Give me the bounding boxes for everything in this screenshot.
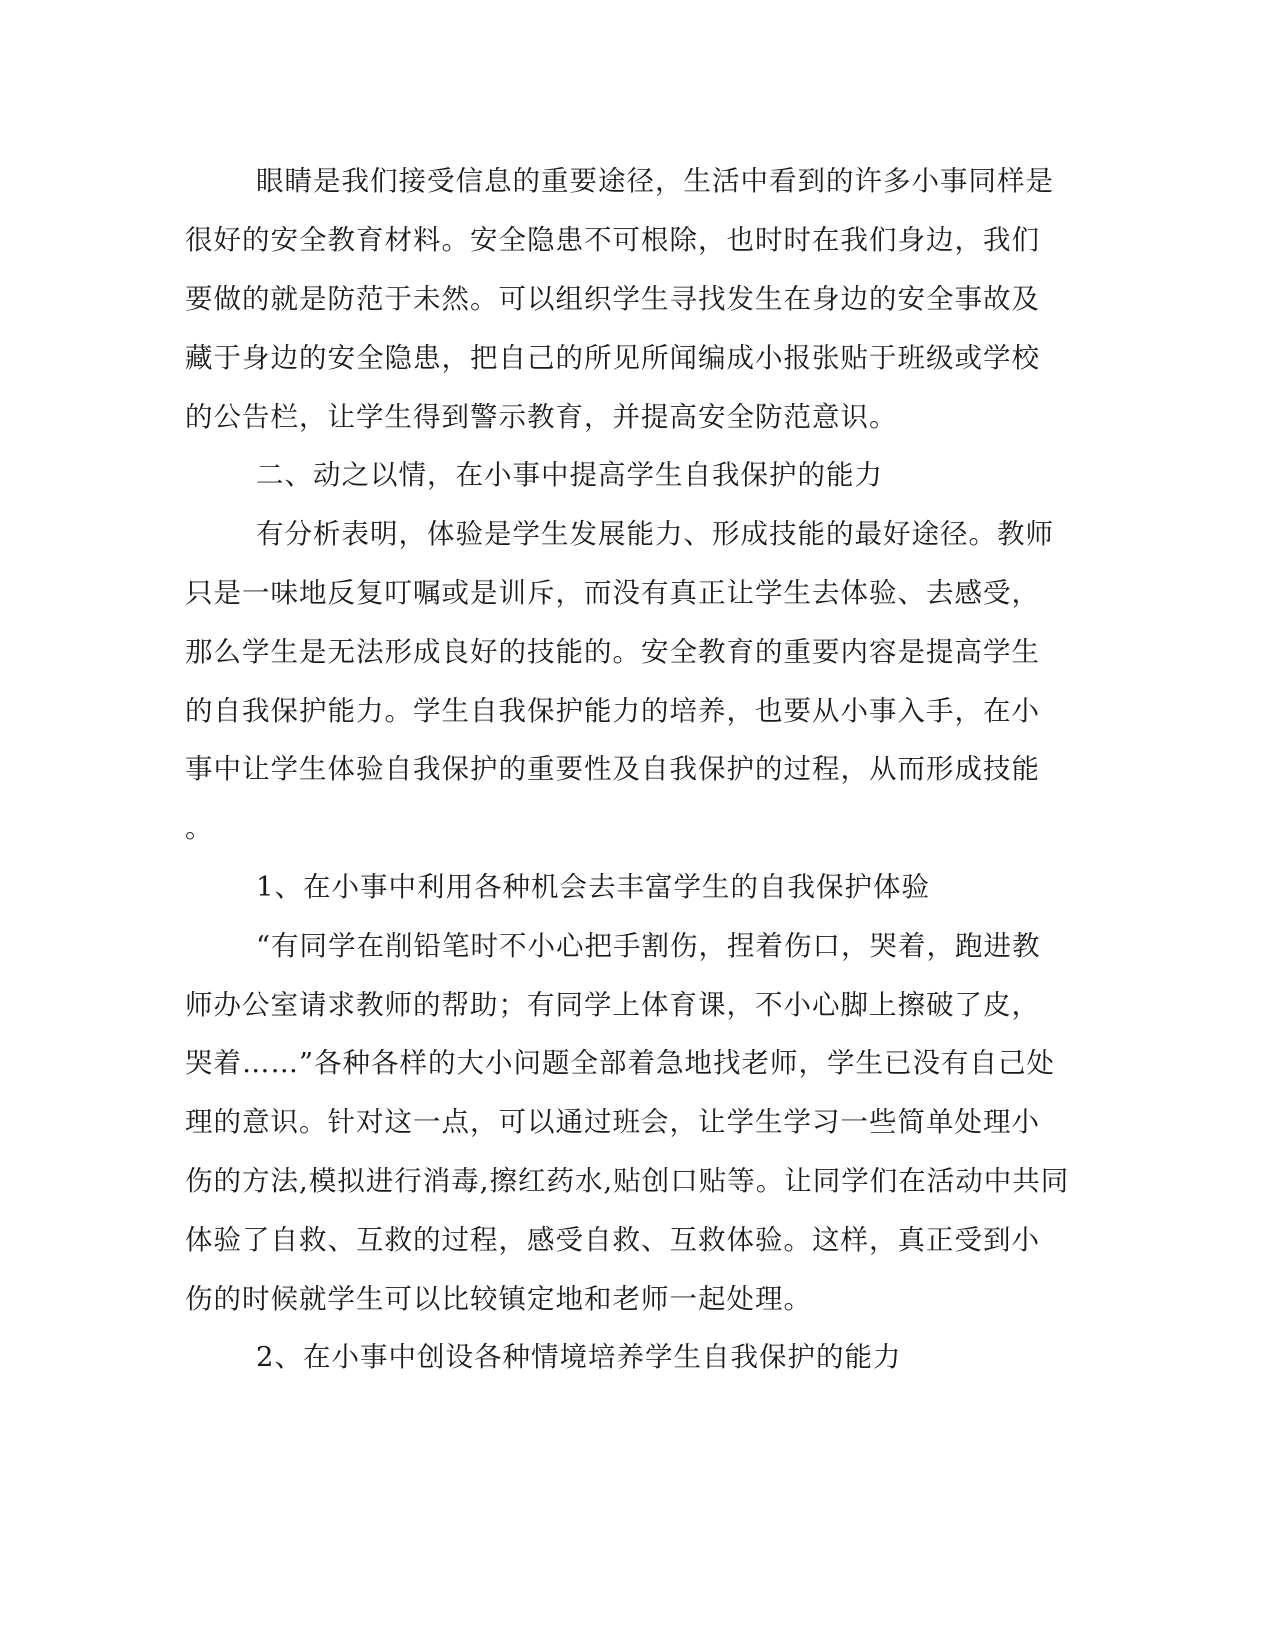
paragraph-line: 。: [185, 812, 214, 844]
paragraph-line: 的公告栏，让学生得到警示教育，并提高安全防范意识。: [185, 401, 898, 433]
paragraph-line: 哭着……”各种各样的大小问题全部着急地找老师，学生已没有自己处: [185, 1047, 1056, 1079]
paragraph-line: 有分析表明，体验是学生发展能力、形成技能的最好途径。教师: [256, 518, 1054, 550]
paragraph-line: 藏于身边的安全隐患，把自己的所见所闻编成小报张贴于班级或学校: [185, 342, 1040, 374]
paragraph-line: 眼睛是我们接受信息的重要途径，生活中看到的许多小事同样是: [256, 165, 1054, 197]
paragraph-line: 的自我保护能力。学生自我保护能力的培养，也要从小事入手，在小: [185, 695, 1040, 727]
paragraph-line: 理的意识。针对这一点，可以通过班会，让学生学习一些简单处理小: [185, 1106, 1040, 1138]
section-heading: 二、动之以情，在小事中提高学生自我保护的能力: [256, 459, 883, 491]
subsection-heading: 2、在小事中创设各种情境培养学生自我保护的能力: [256, 1341, 902, 1373]
paragraph-line: 师办公室请求教师的帮助；有同学上体育课，不小心脚上擦破了皮，: [185, 989, 1040, 1021]
paragraph-line: 伤的时候就学生可以比较镇定地和老师一起处理。: [185, 1283, 812, 1315]
paragraph-line: “有同学在削铅笔时不小心把手割伤，捏着伤口，哭着，跑进教: [256, 930, 1041, 962]
paragraph-line: 只是一味地反复叮嘱或是训斥，而没有真正让学生去体验、去感受，: [185, 577, 1040, 609]
paragraph-line: 很好的安全教育材料。安全隐患不可根除，也时时在我们身边，我们: [185, 224, 1040, 256]
paragraph-line: 事中让学生体验自我保护的重要性及自我保护的过程，从而形成技能: [185, 753, 1040, 785]
paragraph-line: 伤的方法,模拟进行消毒,擦红药水,贴创口贴等。让同学们在活动中共同: [185, 1165, 1070, 1197]
paragraph-line: 要做的就是防范于未然。可以组织学生寻找发生在身边的安全事故及: [185, 283, 1040, 315]
paragraph-line: 体验了自救、互救的过程，感受自救、互救体验。这样，真正受到小: [185, 1224, 1040, 1256]
subsection-heading: 1、在小事中利用各种机会去丰富学生的自我保护体验: [256, 871, 930, 903]
paragraph-line: 那么学生是无法形成良好的技能的。安全教育的重要内容是提高学生: [185, 636, 1040, 668]
